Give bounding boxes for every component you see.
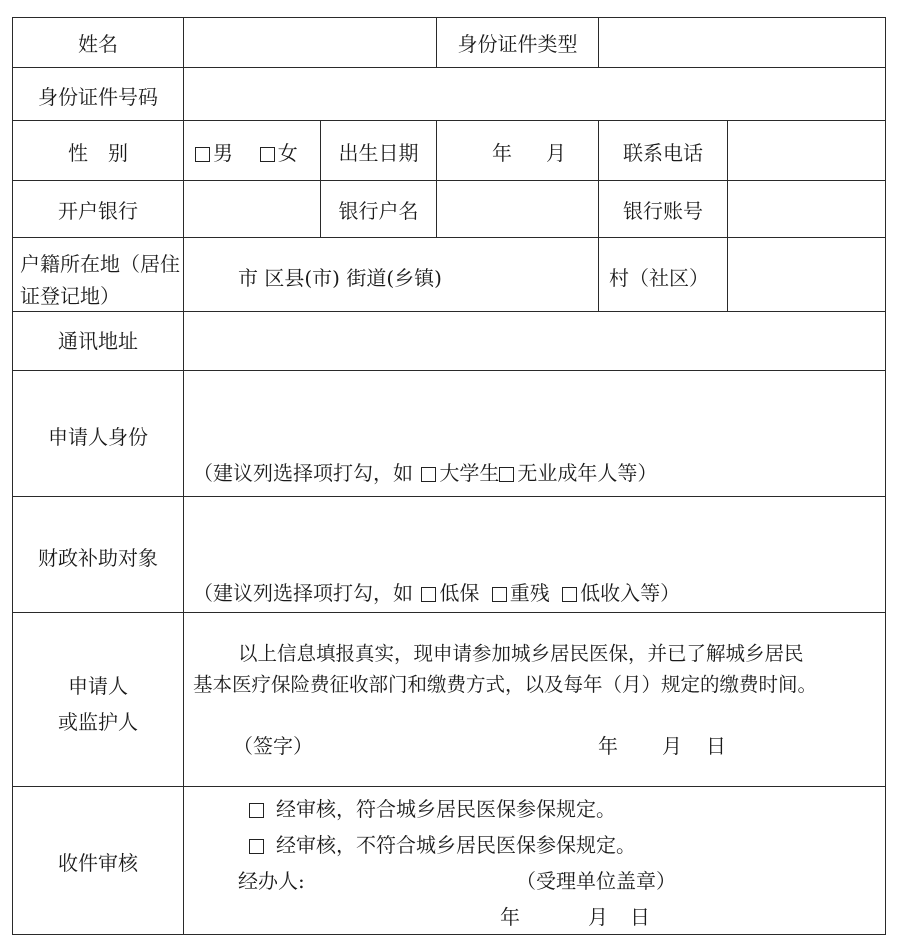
- id-type-label: 身份证件类型: [457, 32, 578, 56]
- birth-year-label: 年: [492, 141, 512, 165]
- sign-month-label: 月: [662, 734, 682, 758]
- low-income-checkbox[interactable]: [562, 587, 577, 602]
- hint-prefix: （建议列选择项打勾，如: [193, 581, 413, 605]
- address-label: 通讯地址: [58, 329, 138, 353]
- name-field[interactable]: [184, 18, 436, 67]
- identity-hint: [193, 461, 657, 485]
- fail-checkbox[interactable]: [249, 839, 264, 854]
- birth-date-label: 出生日期: [338, 141, 419, 165]
- bank-label: 开户银行: [58, 199, 138, 223]
- review-pass-option: [249, 797, 616, 821]
- id-number-field[interactable]: [184, 68, 885, 120]
- seal-label: （受理单位盖章）: [516, 869, 676, 893]
- female-label: 女: [277, 141, 298, 165]
- id-type-field[interactable]: [599, 18, 885, 67]
- city-district-text: 市 区县(市) 街道(乡镇): [238, 266, 442, 290]
- name-label: 姓名: [78, 32, 118, 56]
- table-border: [12, 612, 886, 613]
- phone-label: 联系电话: [623, 141, 703, 165]
- sign-day-label: 日: [706, 734, 726, 758]
- review-year-label: 年: [500, 905, 520, 929]
- disabled-checkbox[interactable]: [492, 587, 507, 602]
- household-label: 户籍所在地（居住证登记地）: [20, 252, 180, 308]
- applicant-label-2: 或监护人: [58, 710, 138, 734]
- dibao-checkbox[interactable]: [421, 587, 436, 602]
- student-checkbox[interactable]: [421, 467, 436, 482]
- gender-options: [195, 141, 298, 165]
- male-label: 男: [213, 141, 233, 165]
- phone-field[interactable]: [728, 121, 885, 180]
- table-border: [12, 370, 886, 371]
- id-number-label: 身份证件号码: [38, 85, 158, 109]
- declaration-line-1: 以上信息填报真实，现申请参加城乡居民医保，并已了解城乡居民: [238, 642, 804, 665]
- account-name-field[interactable]: [437, 181, 598, 237]
- pass-checkbox[interactable]: [249, 803, 264, 818]
- student-label: 大学生: [439, 461, 500, 485]
- signature-field[interactable]: [320, 728, 580, 764]
- subsidy-hint: [193, 581, 680, 605]
- pass-text: 经审核，符合城乡居民医保参保规定。: [276, 797, 616, 821]
- signature-label: （签字）: [233, 734, 313, 758]
- applicant-identity-label: 申请人身份: [48, 425, 148, 449]
- table-border: [12, 786, 886, 787]
- review-month-label: 月: [588, 905, 608, 929]
- applicant-label-1: 申请人: [68, 674, 128, 698]
- account-number-field[interactable]: [728, 181, 885, 237]
- unemployed-label: 无业成年人等）: [517, 461, 658, 485]
- low-income-label: 低收入等）: [580, 581, 681, 605]
- account-name-label: 银行户名: [338, 199, 419, 223]
- birth-month-label: 月: [546, 141, 566, 165]
- female-checkbox[interactable]: [260, 147, 275, 162]
- gender-label: 性 别: [68, 141, 128, 165]
- review-day-label: 日: [630, 905, 650, 929]
- review-fail-option: [249, 833, 636, 857]
- review-label: 收件审核: [58, 851, 138, 875]
- table-border: [183, 17, 184, 935]
- dibao-label: 低保: [439, 581, 480, 605]
- table-border: [12, 496, 886, 497]
- village-text: 村（社区）: [609, 266, 709, 290]
- village-field[interactable]: [728, 238, 885, 311]
- unemployed-checkbox[interactable]: [499, 467, 514, 482]
- disabled-label: 重残: [509, 581, 550, 605]
- handler-label: 经办人:: [238, 869, 305, 893]
- account-number-label: 银行账号: [623, 199, 703, 223]
- table-border: [12, 934, 886, 935]
- table-border: [885, 17, 886, 935]
- sign-year-label: 年: [598, 734, 618, 758]
- fail-text: 经审核，不符合城乡居民医保参保规定。: [276, 833, 636, 857]
- bank-field[interactable]: [184, 181, 320, 237]
- male-checkbox[interactable]: [195, 147, 210, 162]
- hint-prefix: （建议列选择项打勾，如: [193, 461, 413, 485]
- address-field[interactable]: [184, 312, 885, 370]
- subsidy-label: 财政补助对象: [38, 546, 158, 570]
- declaration-line-2: 基本医疗保险费征收部门和缴费方式，以及每年（月）规定的缴费时间。: [193, 673, 818, 696]
